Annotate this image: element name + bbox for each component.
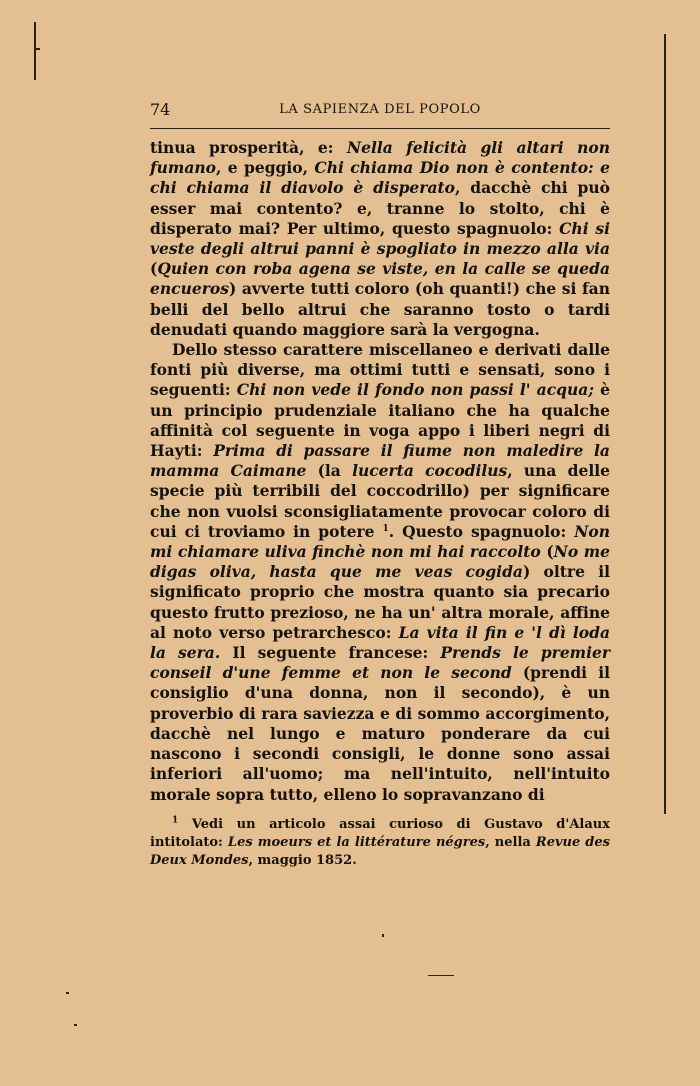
- text-run: è un principio prudenziale italiano che ha qualche affinità col seguente in voga appo i liberi negri di Hayti:: [150, 380, 611, 461]
- text-run: , nella: [485, 835, 536, 850]
- footnote: [150, 816, 610, 870]
- text-run: Il seguente francese:: [220, 643, 441, 663]
- scan-mark-left-tick: [34, 48, 40, 50]
- italic-quote: lucerta cocodilus: [352, 461, 508, 481]
- italic-quote: No me digas oliva, hasta que me veas cogida: [150, 542, 610, 582]
- text-run: Vedi un articolo assai curioso di Gustavo d'Alaux intitolato:: [150, 817, 610, 850]
- scan-dot-3: [382, 934, 384, 937]
- italic-quote: Prima di passare il fiume non maledire la mamma Caimane: [150, 441, 610, 481]
- header-rule: [150, 128, 610, 129]
- text-run: tinua prosperità, e:: [150, 138, 347, 157]
- scan-dot-2: [74, 1024, 77, 1026]
- body-text: [150, 138, 610, 805]
- paragraph-1: [150, 138, 610, 340]
- text-run: , una delle specie più terribili del coccodrillo) per significare che non vuolsi sconsigliatamente provocar coloro di cui ci troviamo in potere: [150, 461, 611, 541]
- paragraph-2: [150, 340, 610, 805]
- text-run: ) oltre il significato proprio che mostra quanto sia precario questo frutto prezioso, ne ha un' altra morale, affine al noto verso petrarchesco:: [150, 562, 610, 642]
- italic-quote: Non mi chiamare uliva finchè non mi hai raccolto: [150, 521, 610, 562]
- footnote-ref: 1: [172, 815, 179, 826]
- page-header: [150, 100, 610, 122]
- text-run: . Questo spagnuolo:: [388, 521, 575, 541]
- text-run: (: [150, 259, 158, 279]
- text-run: , dacchè chi può esser mai contento? e, tranne lo stolto, chi è disperato mai? Per ultimo, questo spagnuolo:: [150, 178, 611, 238]
- footnote-ref: 1: [382, 523, 389, 534]
- italic-quote: La vita il fin e 'l dì loda la sera.: [150, 622, 610, 663]
- page-number: 74: [150, 100, 171, 119]
- text-run: , maggio 1852.: [248, 853, 357, 868]
- text-run: (la: [306, 461, 353, 481]
- italic-quote: Les moeurs et la littérature négres: [227, 835, 486, 850]
- italic-quote: Revue des Deux Mondes: [150, 835, 610, 868]
- text-run: ) avverte tutti coloro (oh quanti!) che si fan belli del bello altrui che saranno tosto o tardi denudati quando maggiore sarà la vergogna.: [150, 279, 610, 339]
- text-run: , e peggio,: [216, 158, 315, 178]
- scan-mark-right: [664, 34, 666, 814]
- italic-quote: Prends le premier conseil d'une femme et non le second: [150, 643, 610, 683]
- scan-mark-left: [34, 22, 36, 80]
- running-title: LA SAPIENZA DEL POPOLO: [279, 102, 481, 117]
- text-run: (prendi il consiglio d'una donna, non il secondo), è un proverbio di rara saviezza e di sommo accorgimento, dacchè nel lungo e maturo ponderare da cui nascono i secondi consigli, le donne sono assai inferiori all'uomo; ma nell'intuito, nell'intuito morale sopra tutto, elleno lo sopravanzano di: [150, 663, 610, 804]
- text-run: (: [540, 542, 554, 562]
- italic-quote: Chi chiama Dio non è contento: e chi chiama il diavolo è disperato: [150, 158, 610, 198]
- footer-rule: [428, 975, 454, 976]
- italic-quote: Nella felicità gli altari non fumano: [150, 138, 610, 178]
- italic-quote: Chi non vede il fondo non passi l' acqua;: [236, 380, 595, 400]
- italic-quote: Chi si veste degli altrui panni è spogliato in mezzo alla via: [150, 218, 610, 259]
- italic-quote: Quien con roba agena se viste, en la calle se queda encueros: [150, 259, 610, 299]
- scan-dot-1: [66, 992, 69, 994]
- text-run: Dello stesso carattere miscellaneo e derivati dalle fonti più diverse, ma ottimi tutti e sensati, sono i seguenti:: [150, 340, 610, 400]
